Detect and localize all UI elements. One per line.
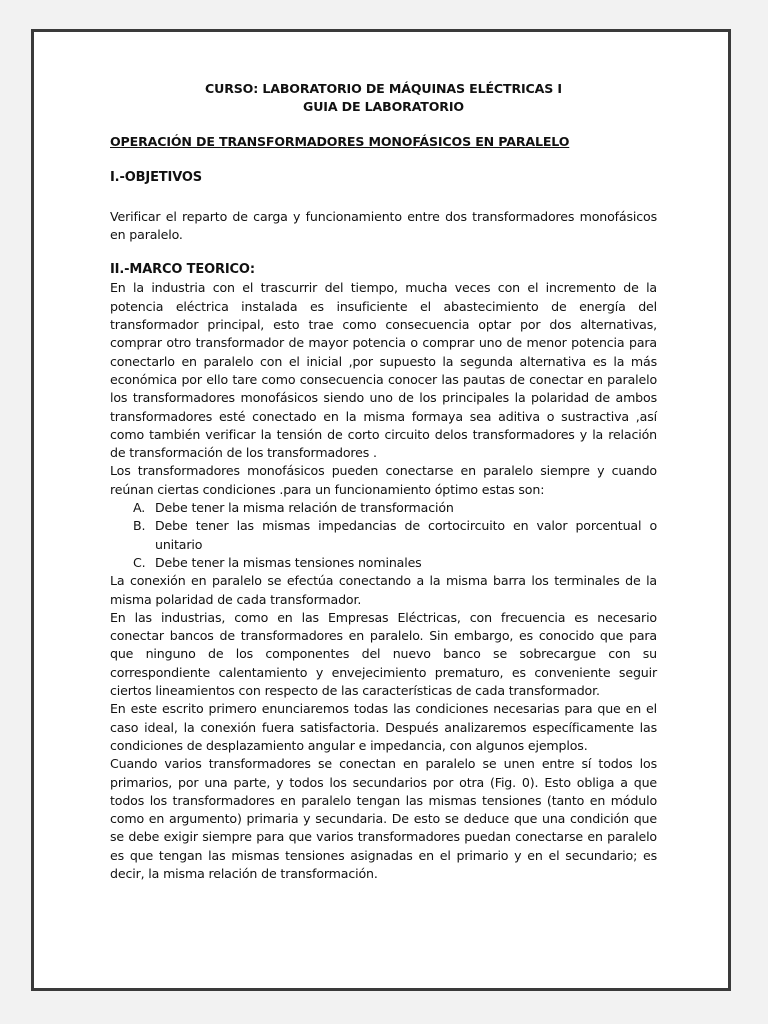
marco-paragraph-4: En las industrias, como en las Empresas Eléctricas, con frecuencia es necesario conectar bancos de transformadores en paralelo. Sin embargo, es conocido que para que ninguno de los componentes del nuevo banco se sobrecargue con su correspondiente calentamiento y envejecimiento prematuro, es conveniente seguir ciertos lineamientos con respecto de las características de cada transformador. [110, 609, 657, 699]
marco-paragraph-2: Los transformadores monofásicos pueden conectarse en paralelo siempre y cuando reúnan ciertas condiciones .para un funcionamiento óptimo estas son: [110, 463, 657, 497]
document-page [31, 29, 731, 991]
marco-paragraph-1: En la industria con el trascurrir del tiempo, mucha veces con el incremento de la potencia eléctrica instalada es insuficiente el abastecimiento de energía del transformador principal, esto trae como consecuencia optar por dos alternativas, comprar otro transformador de mayor potencia o comprar uno de menor potencia para conectarlo en paralelo con el inicial ,por supuesto la segunda alternativa es la más económica por ello tare como consecuencia conocer las pautas de conectar en paralelo los transformadores monofásicos siendo uno de los principales la polaridad de ambos transformadores esté conectado en la misma formaya sea aditiva o sustractiva ,así como también verificar la tensión de corto circuito delos transformadores y la relación de transformación de los transformadores . [110, 280, 657, 461]
guide-title: GUIA DE LABORATORIO [303, 99, 464, 114]
list-item-text: Debe tener la misma relación de transformación [155, 500, 454, 516]
list-marker: A. [133, 500, 146, 516]
list-item [110, 554, 657, 572]
list-item [110, 517, 657, 554]
section-title: OPERACIÓN DE TRANSFORMADORES MONOFÁSICOS EN PARALELO [110, 134, 570, 149]
list-marker: B. [133, 518, 146, 534]
marco-paragraph-5: En este escrito primero enunciaremos todas las condiciones necesarias para que en el caso ideal, la conexión fuera satisfactoria. Después analizaremos específicamente las condiciones de desplazamiento angular e impedancia, con algunos ejemplos. [110, 701, 657, 753]
marco-heading: II.-MARCO TEORICO: [110, 262, 255, 278]
objectives-text: Verificar el reparto de carga y funcionamiento entre dos transformadores monofásicos en paralelo. [110, 208, 657, 242]
list-item-text: Debe tener las mismas impedancias de cortocircuito en valor porcentual o unitario [155, 518, 657, 552]
list-item [110, 499, 657, 517]
document-content [110, 80, 657, 883]
course-title: CURSO: LABORATORIO DE MÁQUINAS ELÉCTRICAS I [205, 81, 562, 96]
list-item-text: Debe tener la mismas tensiones nominales [155, 554, 422, 570]
list-marker: C. [133, 554, 146, 570]
objectives-heading: I.-OBJETIVOS [110, 170, 202, 186]
marco-paragraph-6: Cuando varios transformadores se conectan en paralelo se unen entre sí todos los primarios, por una parte, y todos los secundarios por otra (Fig. 0). Esto obliga a que todos los transformadores en paralelo tengan las mismas tensiones (tanto en módulo como en argumento) primaria y secundaria. De esto se deduce que una condición que se debe exigir siempre para que varios transformadores puedan conectarse en paralelo es que tengan las mismas tensiones asignadas en el primario y en el secundario; es decir, la misma relación de transformación. [110, 756, 657, 881]
marco-paragraph-3: La conexión en paralelo se efectúa conectando a la misma barra los terminales de la misma polaridad de cada transformador. [110, 573, 657, 607]
conditions-list [110, 499, 657, 572]
